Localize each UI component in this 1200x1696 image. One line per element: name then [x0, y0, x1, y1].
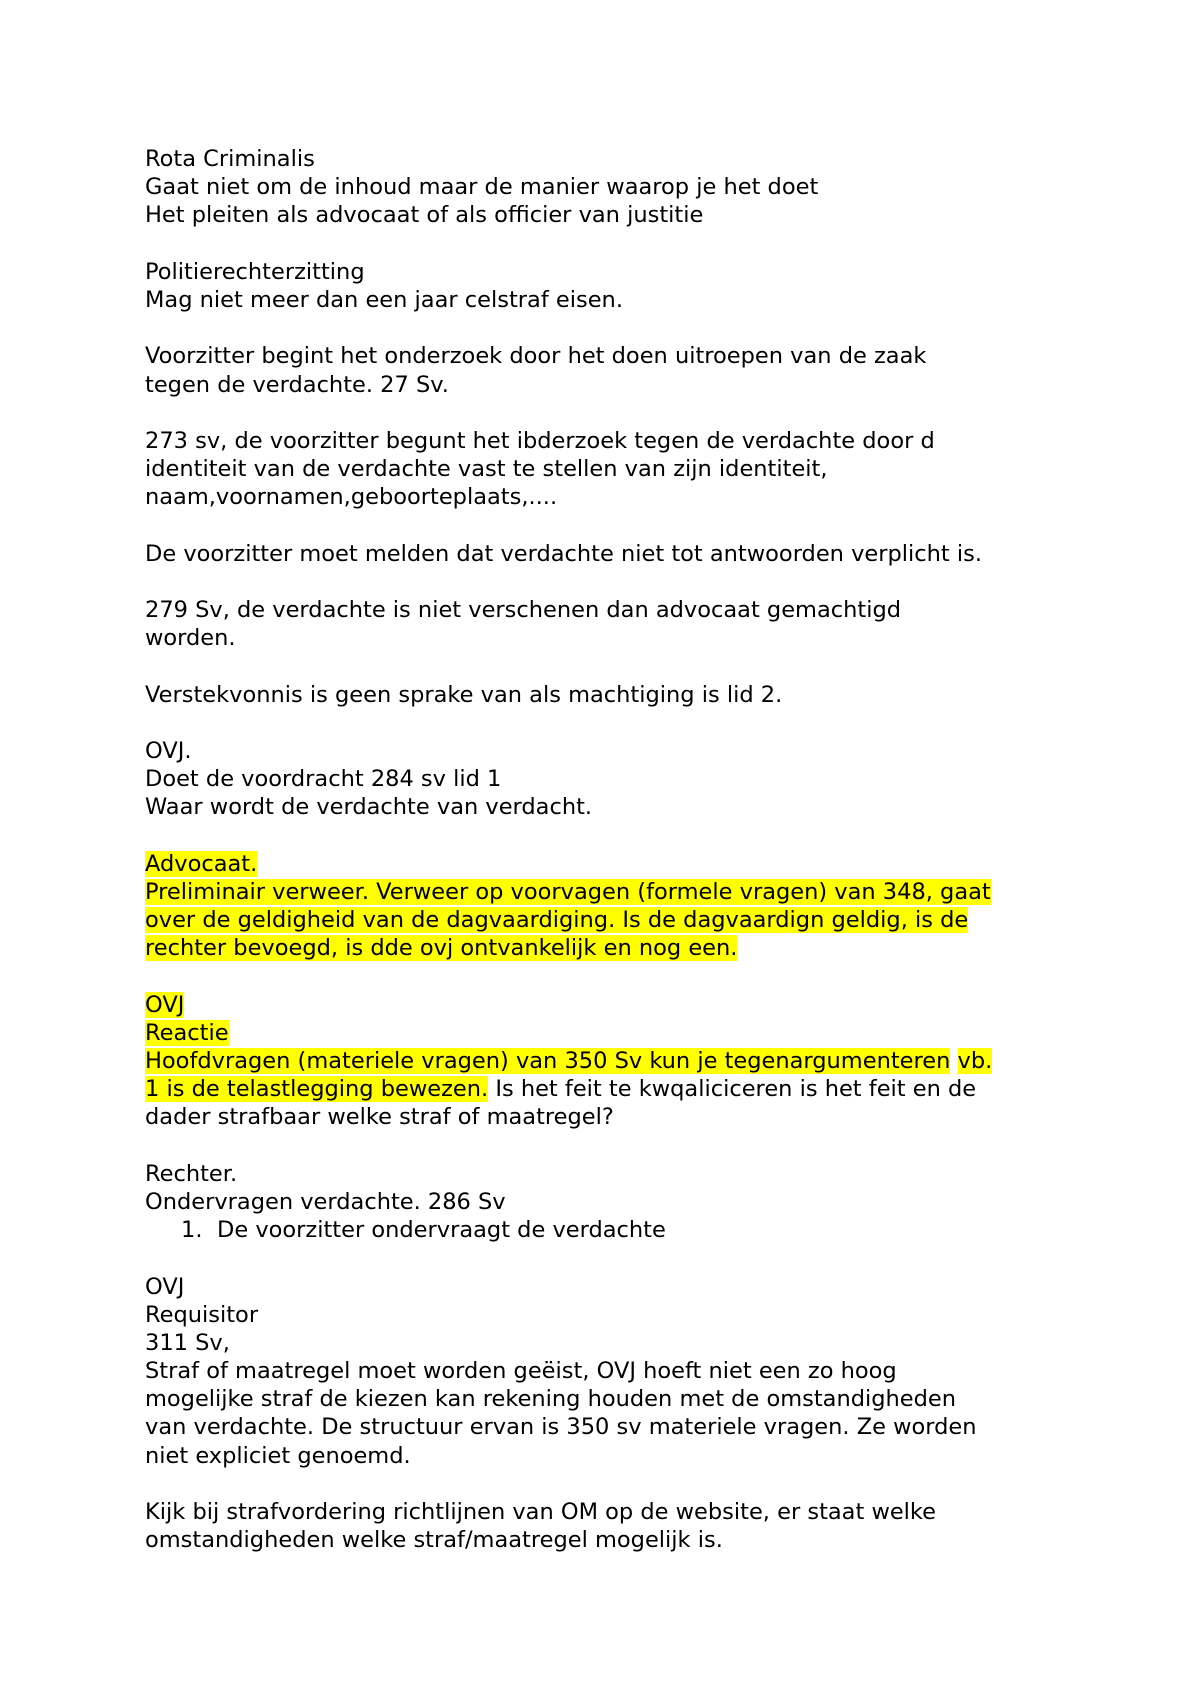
highlighted-text: rechter bevoegd, is dde ovj ontvankelijk en nog een. — [145, 935, 738, 962]
blank-line — [145, 1470, 1075, 1498]
highlighted-text: OVJ — [145, 991, 185, 1018]
text-line: Straf of maatregel moet worden geëist, OVJ hoeft niet een zo hoog — [145, 1358, 897, 1385]
highlighted-line — [145, 1019, 1075, 1047]
highlighted-text: Advocaat. — [145, 850, 258, 877]
plain-text: Is het feit te kwqaliciceren is het feit en de — [488, 1076, 977, 1103]
highlighted-text: over de geldigheid van de dagvaardiging. Is de dagvaardign geldig, is de — [145, 907, 969, 934]
highlighted-text: Reactie — [145, 1019, 229, 1046]
text-line: Verstekvonnis is geen sprake van als machtiging is lid 2. — [145, 681, 783, 708]
blank-line — [145, 399, 1075, 427]
section-heading: Rechter. — [145, 1160, 238, 1187]
text-line: Het pleiten als advocaat of als officier van justitie — [145, 202, 704, 229]
blank-line — [145, 230, 1075, 258]
blank-line — [145, 1244, 1075, 1272]
blank-line — [145, 314, 1075, 342]
text-line: Ondervragen verdachte. 286 Sv — [145, 1188, 506, 1215]
blank-line — [145, 511, 1075, 539]
text-line: Doet de voordracht 284 sv lid 1 — [145, 766, 502, 793]
text-line: 273 sv, de voorzitter begunt het ibderzoek tegen de verdachte door d — [145, 427, 935, 454]
blank-line — [145, 709, 1075, 737]
highlighted-text: 1 is de telastlegging bewezen. — [145, 1076, 489, 1103]
text-line: dader strafbaar welke straf of maatregel? — [145, 1104, 614, 1131]
blank-line — [145, 652, 1075, 680]
text-line: naam,voornamen,geboorteplaats,.... — [145, 484, 558, 511]
highlighted-text: Preliminair verweer. Verweer op voorvagen (formele vragen) van 348, gaat — [145, 878, 991, 905]
text-line: Gaat niet om de inhoud maar de manier waarop je het doet — [145, 174, 819, 201]
list-number: 1. — [181, 1217, 203, 1244]
text-line: omstandigheden welke straf/maatregel mogelijk is. — [145, 1527, 723, 1554]
text-line: Requisitor — [145, 1301, 259, 1328]
text-line: tegen de verdachte. 27 Sv. — [145, 371, 449, 398]
text-line: 279 Sv, de verdachte is niet verschenen dan advocaat gemachtigd — [145, 597, 902, 623]
section-heading: OVJ. — [145, 737, 192, 764]
mixed-highlight-line — [145, 1075, 1075, 1103]
list-item — [145, 1216, 1075, 1244]
highlighted-line — [145, 850, 1075, 878]
text-line: Mag niet meer dan een jaar celstraf eisen. — [145, 286, 623, 313]
text-line: identiteit van de verdachte vast te stellen van zijn identiteit, — [145, 456, 828, 483]
blank-line — [145, 1132, 1075, 1160]
section-heading: OVJ — [145, 1273, 185, 1300]
mixed-highlight-line — [145, 1047, 1075, 1075]
section-heading: Politierechterzitting — [145, 258, 365, 285]
blank-line — [145, 568, 1075, 596]
text-line: Kijk bij strafvordering richtlijnen van OM op de website, er staat welke — [145, 1499, 937, 1525]
text-line: De voorzitter moet melden dat verdachte niet tot antwoorden verplicht is. — [145, 540, 983, 567]
text-line: worden. — [145, 625, 236, 652]
highlighted-text: Hoofdvragen (materiele vragen) van 350 Sv kun je tegenargumenteren — [145, 1048, 951, 1074]
list-item-text: De voorzitter ondervraagt de verdachte — [217, 1217, 666, 1244]
highlighted-line — [145, 878, 1075, 906]
highlighted-text: vb. — [957, 1048, 993, 1074]
text-line: mogelijke straf de kiezen kan rekening houden met de omstandigheden — [145, 1386, 957, 1413]
document-body — [145, 145, 1075, 1554]
doc-title: Rota Criminalis — [145, 146, 315, 172]
highlighted-line — [145, 991, 1075, 1019]
text-line: Waar wordt de verdachte van verdacht. — [145, 794, 593, 821]
text-line: niet expliciet genoemd. — [145, 1442, 411, 1469]
highlighted-line — [145, 934, 1075, 962]
text-line: 311 Sv, — [145, 1329, 230, 1356]
space — [950, 1048, 957, 1074]
blank-line — [145, 822, 1075, 850]
text-line: van verdachte. De structuur ervan is 350 sv materiele vragen. Ze worden — [145, 1414, 977, 1441]
blank-line — [145, 962, 1075, 990]
text-line: Voorzitter begint het onderzoek door het doen uitroepen van de zaak — [145, 343, 927, 370]
highlighted-line — [145, 906, 1075, 934]
